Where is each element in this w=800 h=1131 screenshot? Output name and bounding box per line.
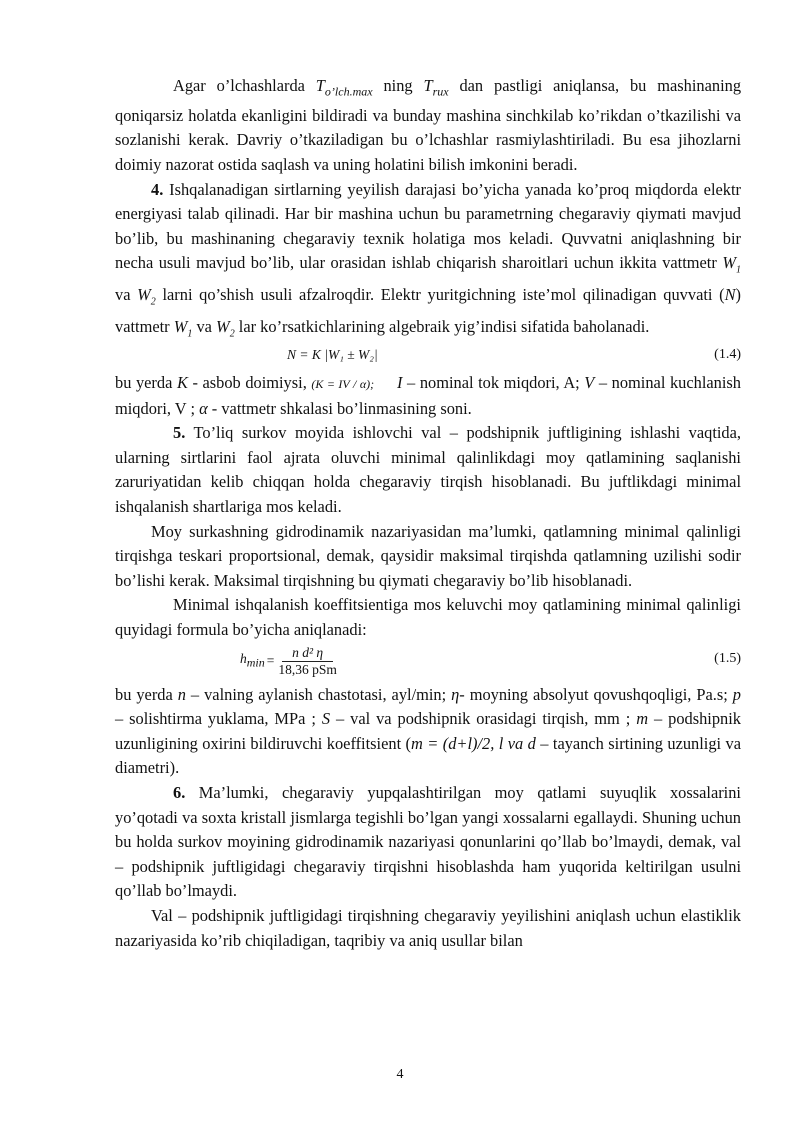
text: ) vattmetr (115, 285, 741, 337)
symbol-subscript: min (246, 655, 265, 670)
text: Ma’lumki, chegaraviy yupqalashtirilgan moy qatlami suyuqlik xossalarini yo’qotadi va soxta kristall jismlarga tegishli bo’lgan yangi xossalarni egallaydi. Shuning uchun bu holda surkov moyining gidrodinamik nazariyasi qonunlarini qo’llab bo’lmaydi, demak, val – podshipnik juftligidagi chegaraviy tirqishni hisoblashda ham yuqorida keltirilgan usulni qo’llab bo’lmaydi. (115, 782, 741, 901)
text: va (115, 285, 138, 305)
symbol-h: h (240, 651, 247, 667)
text: – val va podshipnik orasidagi tirqish, mm ; (330, 709, 637, 729)
symbol-subscript: 2 (150, 296, 156, 308)
text: lar ko’rsatkichlarining algebraik yig’indisi sifatida baholanadi. (234, 317, 650, 337)
symbol-m: m (636, 709, 649, 729)
text (374, 373, 397, 392)
symbol-k: K - (176, 373, 198, 393)
text: bu yerda (115, 684, 178, 704)
text: va (192, 317, 217, 337)
symbol-i: I (397, 373, 403, 393)
fraction-numerator: n d² η (282, 645, 333, 662)
symbol-subscript: 2 (229, 328, 235, 340)
symbol-p: p (732, 684, 741, 704)
paragraph-6 (115, 781, 741, 904)
document-page (115, 74, 741, 953)
text: dan pastligi aniqlansa, bu mashinaning qoniqarsiz holatda ekanligini bildiradi va bunday mashina sinchkilab ko’rikdan o’tkazilishi va sozlanishi kerak. Davriy o’tkaziladigan bu o’lchashlar rasmiylashtiriladi. Bu esa jihozlarni doimiy nazorat ostida saqlash va uning holatini bilish imkonini beradi. (115, 76, 742, 175)
item-number: 5. (173, 423, 186, 443)
symbol-n: n (177, 684, 186, 704)
symbol-t: T (423, 76, 433, 95)
paragraph-5 (115, 421, 741, 519)
formula-1-4 (115, 347, 741, 371)
symbol-subscript: 1 (187, 328, 193, 340)
text: moyning absolyut qovushqoqligi, Pa.s; (464, 684, 733, 704)
formula-1-5 (115, 643, 741, 683)
text: To’liq surkov moyida ishlovchi val – podshipnik juftligining ishlashi vaqtida, ularning sirtlarini faol ajrata oluvchi minimal qalinlikdagi moy qatlamining saqlanishi zaruriyatidan kelib chiqqan holda chegaraviy tirqish hisoblanadi. Bu juftlikdagi minimal ishqalanish shartlariga mos keladi. (115, 423, 741, 517)
fraction (278, 645, 337, 678)
symbol-subscript: 1 (736, 264, 741, 276)
symbol-subscript: o’lch.max (324, 84, 373, 99)
text: – solishtirma yuklama, MPa ; (115, 709, 322, 729)
symbol-s: S (321, 709, 331, 729)
symbol-w: W (216, 317, 230, 337)
text: larni qo’shish usuli afzalroqdir. Elektr yuritgichning iste’mol qilinadigan quvvati ( (155, 285, 725, 305)
text: – nominal kuchlanish miqdori, V ; (115, 373, 741, 418)
paragraph-where-k (115, 371, 741, 421)
symbol-eta: η- (451, 684, 465, 704)
symbol-alpha: α - (199, 398, 218, 418)
text: vattmetr shkalasi bo’linmasining soni. (217, 398, 472, 418)
text: bu yerda (115, 373, 177, 393)
symbol-w: W (173, 317, 188, 337)
formula-number: (1.5) (714, 650, 741, 666)
formula-number: (1.4) (714, 347, 741, 363)
text: asbob doimiysi, (197, 373, 312, 393)
text: – tayanch sirtining uzunligi va diametri). (115, 733, 741, 778)
formula-lhs (240, 651, 265, 671)
text: – podshipnik uzunligining oxirini bildiruvchi koeffitsient ( (115, 709, 741, 753)
page-number: 4 (396, 1067, 404, 1082)
symbol-v: V (584, 373, 595, 393)
fraction-denominator: 18,36 pSm (278, 661, 337, 677)
symbol-n: N (724, 285, 736, 305)
text: ning (372, 76, 424, 95)
symbol-w: W (137, 285, 151, 305)
text: Agar o’lchashlarda (173, 76, 316, 95)
symbol-w: W (722, 253, 736, 273)
text: – valning aylanish chastotasi, ayl/min; (185, 684, 452, 704)
paragraph-measurement-check (115, 74, 741, 178)
symbol-t: T (315, 76, 325, 95)
k-expression: (K = IV / α); (311, 377, 375, 392)
paragraph-4 (115, 178, 741, 347)
paragraph-min-thickness: Minimal ishqalanish koeffitsientiga mos keluvchi moy qatlamining minimal qalinligi quyidagi formula bo’yicha aniqlanadi: (115, 595, 741, 639)
paragraph-val-podshipnik: Val – podshipnik juftligidagi tirqishning chegaraviy yeyilishini aniqlash uchun elastiklik nazariyasida ko’rib chiqiladigan, taqribiy va aniq usullar bilan (115, 905, 741, 950)
equals-sign: = (266, 653, 275, 669)
text: – nominal tok miqdori, A; (402, 373, 585, 393)
text: Ishqalanadigan sirtlarning yeyilish darajasi bo’yicha yanada ko’proq miqdorda elektr energiyasi talab qilinadi. Har bir mashina uchun bu parametrning chegaraviy qiymati mavjud bo’lib, bu mashinaning chegaraviy texnik holatiga mos keladi. Quvvatni aniqlashning bir necha usuli mavjud bo’lib, ular orasidan ishlab chiqarish sharoitlari uchun ikkita vattmetr (115, 179, 741, 273)
formula-expression: N = K |W₁ ± W₂| (287, 347, 378, 363)
paragraph-hydrodynamic: Moy surkashning gidrodinamik nazariyasidan ma’lumki, qatlamning minimal qalinligi tirqishga teskari proportsional, demak, qaysidir maksimal tirqishda qatlamning uzilishi sodir bo’lishi kerak. Maksimal tirqishning bu qiymati chegaraviy bo’lib hisoblanadi. (115, 521, 741, 590)
paragraph-where-n (115, 683, 741, 781)
symbol-subscript: rux (432, 84, 449, 99)
formula-fraction (240, 645, 337, 678)
item-number: 4. (151, 179, 164, 199)
item-number: 6. (173, 782, 186, 802)
m-expression: m = (d+l)/2, l va d (411, 733, 536, 753)
